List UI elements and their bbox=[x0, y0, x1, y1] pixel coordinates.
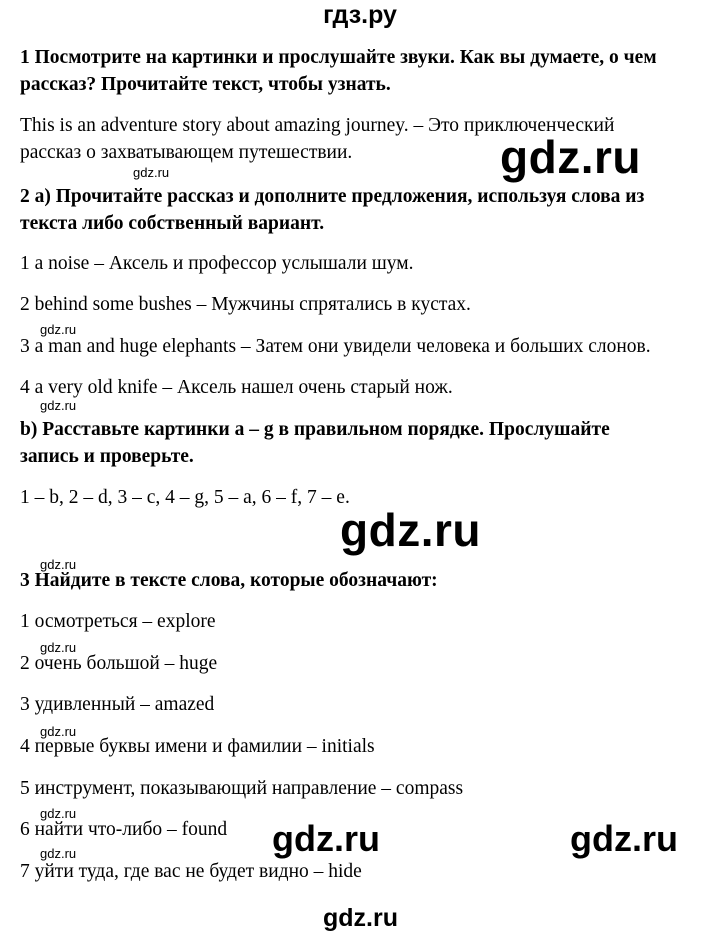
task2a-heading-line2: текста либо собственный вариант. bbox=[20, 213, 325, 234]
task2a-item-1: 1 a noise – Аксель и профессор услышали шум. bbox=[20, 253, 414, 274]
task3-item-6: 6 найти что-либо – found bbox=[20, 819, 228, 840]
task1-heading-line1: 1 Посмотрите на картинки и прослушайте звуки. Как вы думаете, о чем bbox=[20, 47, 657, 68]
task3-item-4: 4 первые буквы имени и фамилии – initials bbox=[20, 736, 375, 757]
task1-answer-line2: рассказ о захватывающем путешествии. bbox=[20, 142, 353, 163]
task2b-answer: 1 – b, 2 – d, 3 – c, 4 – g, 5 – a, 6 – f, 7 – e. bbox=[20, 487, 350, 508]
watermark-small: gdz.ru bbox=[40, 640, 77, 655]
task3-item-1: 1 осмотреться – explore bbox=[20, 611, 216, 632]
watermark-small: gdz.ru bbox=[133, 165, 170, 180]
task2b-heading-line2: запись и проверьте. bbox=[20, 446, 194, 467]
watermark-medium: gdz.ru bbox=[570, 818, 678, 859]
task2a-heading-line1: 2 а) Прочитайте рассказ и дополните предложения, используя слова из bbox=[20, 186, 645, 207]
task3-item-2: 2 очень большой – huge bbox=[20, 653, 218, 674]
watermark-small: gdz.ru bbox=[40, 806, 77, 821]
watermark-large: gdz.ru bbox=[500, 131, 641, 183]
task1-answer-line1: This is an adventure story about amazing journey. – Это приключенческий bbox=[20, 115, 615, 136]
watermark-small: gdz.ru bbox=[40, 846, 77, 861]
task2a-item-4: 4 a very old knife – Аксель нашел очень старый нож. bbox=[20, 377, 453, 398]
watermark-small: gdz.ru bbox=[40, 724, 77, 739]
watermark-small: gdz.ru bbox=[40, 322, 77, 337]
task2a-item-2: 2 behind some bushes – Мужчины спрятались в кустах. bbox=[20, 294, 471, 315]
task3-item-7: 7 уйти туда, где вас не будет видно – hide bbox=[20, 861, 362, 882]
task1-heading-line2: рассказ? Прочитайте текст, чтобы узнать. bbox=[20, 74, 391, 95]
task3-heading: 3 Найдите в тексте слова, которые обозначают: bbox=[20, 570, 438, 591]
task3-item-5: 5 инструмент, показывающий направление – compass bbox=[20, 778, 464, 799]
task2a-item-3: 3 a man and huge elephants – Затем они увидели человека и больших слонов. bbox=[20, 336, 651, 357]
watermark-large: gdz.ru bbox=[340, 504, 481, 556]
watermark-footer: gdz.ru bbox=[323, 904, 398, 932]
watermark-small: gdz.ru bbox=[40, 557, 77, 572]
task2b-heading-line1: b) Расставьте картинки a – g в правильном порядке. Прослушайте bbox=[20, 419, 610, 440]
watermark-medium: gdz.ru bbox=[272, 818, 380, 859]
task3-item-3: 3 удивленный – amazed bbox=[20, 694, 215, 715]
watermark-small: gdz.ru bbox=[40, 398, 77, 413]
site-header: гдз.ру bbox=[323, 1, 397, 29]
